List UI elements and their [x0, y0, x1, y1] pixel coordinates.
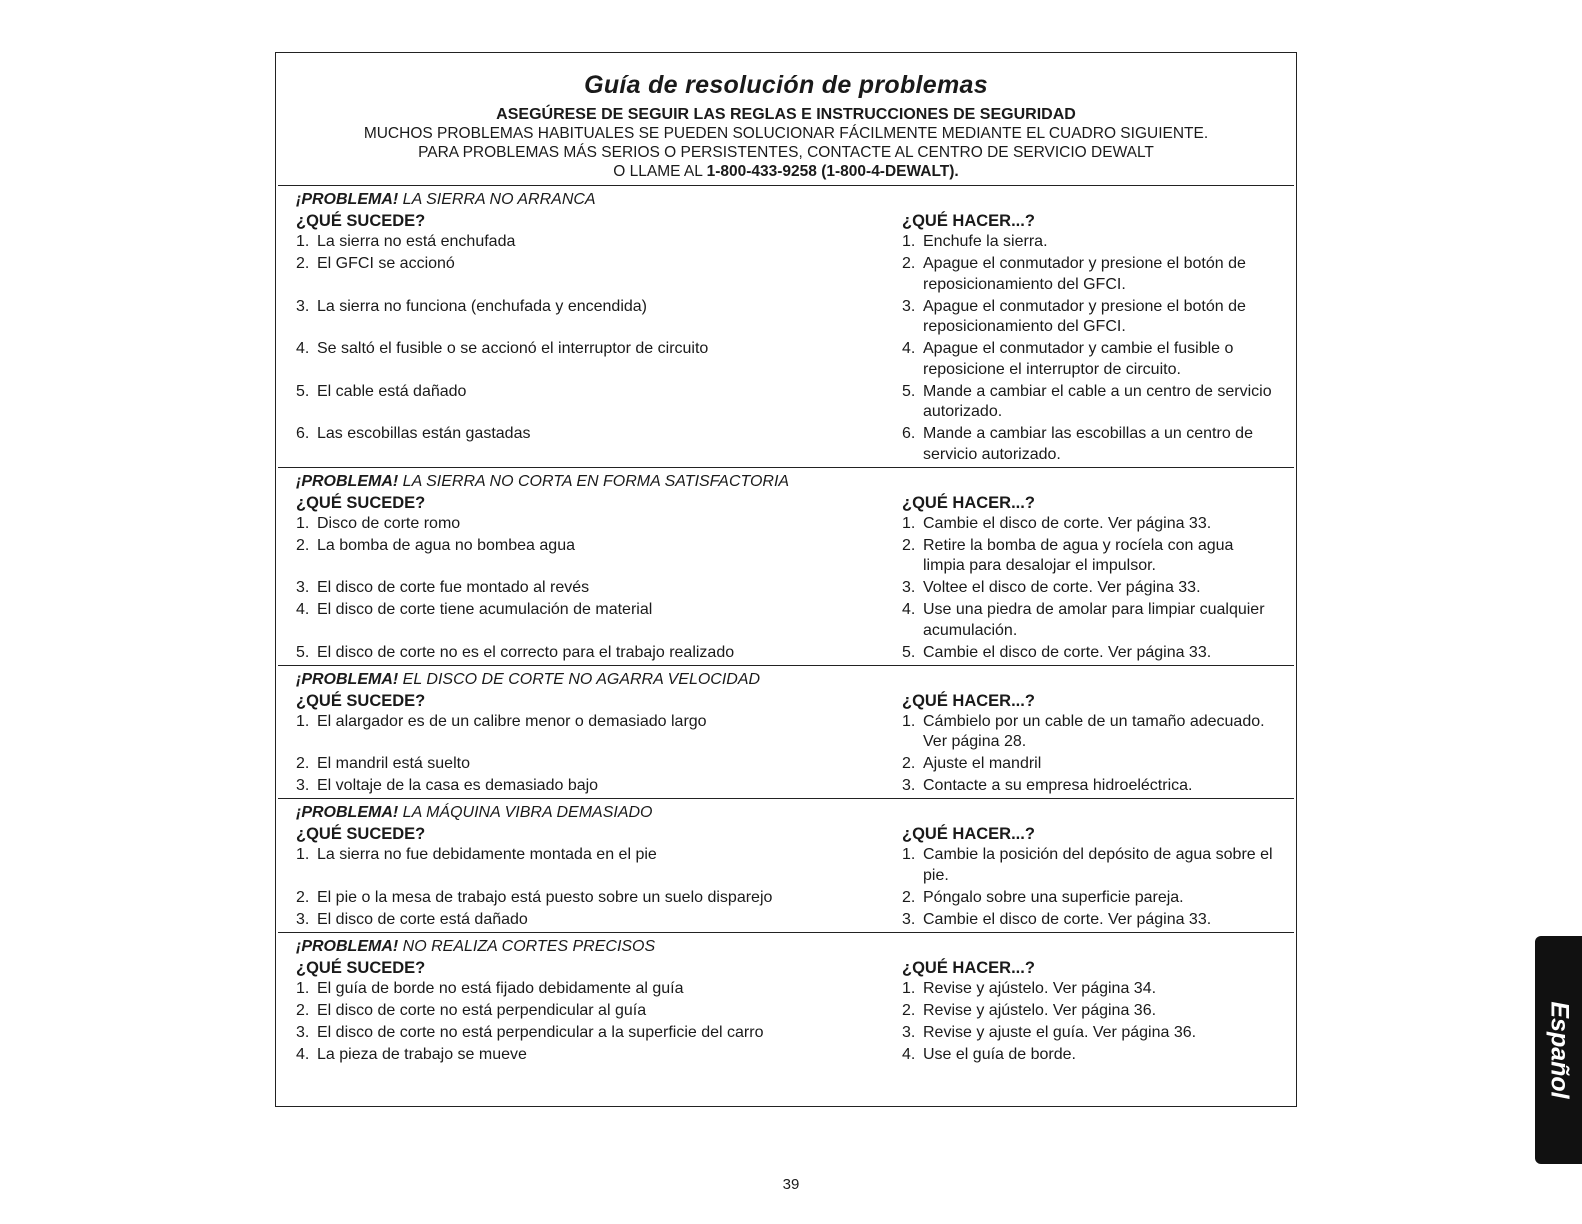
item-number: 5. — [296, 382, 310, 400]
page-title: Guía de resolución de problemas — [584, 71, 988, 99]
cause-item — [296, 297, 902, 338]
what-happens-heading: ¿QUÉ SUCEDE? — [296, 958, 426, 977]
item-number: 3. — [902, 910, 916, 928]
cause-item — [296, 845, 902, 886]
fix-text: Use el guía de borde. — [923, 1045, 1076, 1063]
problem-label: ¡PROBLEMA! — [296, 804, 399, 821]
fix-text: Enchufe la sierra. — [923, 233, 1048, 250]
cause-item — [296, 754, 902, 775]
table-row — [296, 1001, 1276, 1023]
item-number: 1. — [296, 514, 310, 532]
table-row — [296, 578, 1276, 600]
cause-item — [296, 643, 902, 664]
item-number: 3. — [296, 579, 310, 596]
problem-heading — [296, 666, 1276, 690]
problem-section — [278, 666, 1294, 800]
fix-text: Apague el conmutador y cambie el fusible o reposicione el interruptor de circuito. — [923, 340, 1234, 378]
what-happens-heading: ¿QUÉ SUCEDE? — [296, 212, 426, 230]
service-phone: 1-800-433-9258 (1-800-4-DEWALT). — [706, 163, 959, 180]
cause-item — [296, 339, 902, 380]
item-number: 3. — [902, 777, 916, 794]
cause-text: La pieza de trabajo se mueve — [317, 1045, 527, 1063]
item-number: 4. — [902, 340, 916, 357]
cause-text: Disco de corte romo — [317, 514, 461, 532]
cause-text: El disco de corte no es el correcto para el trabajo realizado — [317, 643, 735, 661]
fix-text: Apague el conmutador y presione el botón de reposicionamiento del GFCI. — [923, 297, 1246, 335]
item-number: 4. — [902, 601, 916, 618]
cause-text: Se saltó el fusible o se accionó el interruptor de circuito — [317, 340, 709, 357]
fix-item — [902, 297, 1276, 338]
table-row — [296, 232, 1276, 254]
problem-heading — [296, 933, 1276, 957]
problem-text: LA SIERRA NO ARRANCA — [402, 191, 596, 208]
cause-item — [296, 232, 902, 253]
cause-item — [296, 1001, 902, 1022]
cause-text: La bomba de agua no bombea agua — [317, 536, 575, 554]
item-number: 5. — [902, 382, 916, 400]
what-happens-heading: ¿QUÉ SUCEDE? — [296, 825, 426, 843]
table-row — [296, 600, 1276, 643]
problem-text: LA SIERRA NO CORTA EN FORMA SATISFACTORIA — [402, 472, 790, 490]
fix-text: Cambie el disco de corte. Ver página 33. — [923, 643, 1212, 661]
item-number: 2. — [902, 1001, 916, 1019]
fix-text: Mande a cambiar las escobillas a un centro de servicio autorizado. — [923, 425, 1253, 463]
table-row — [296, 339, 1276, 382]
cause-item — [296, 1045, 902, 1066]
item-number: 1. — [902, 233, 916, 250]
item-number: 3. — [902, 1023, 916, 1041]
table-row — [296, 888, 1276, 910]
cause-text: El voltaje de la casa es demasiado bajo — [317, 777, 599, 794]
table-row — [296, 536, 1276, 579]
item-number: 2. — [296, 255, 310, 272]
language-tab-label: Español — [1545, 1001, 1573, 1099]
item-number: 2. — [902, 888, 916, 906]
problem-heading — [296, 186, 1276, 210]
what-happens-heading: ¿QUÉ SUCEDE? — [296, 691, 426, 710]
intro-line-3-prefix: O LLAME AL — [613, 163, 707, 180]
item-number: 3. — [296, 297, 310, 315]
problem-label: ¡PROBLEMA! — [296, 472, 399, 490]
what-to-do-heading: ¿QUÉ HACER...? — [902, 212, 1035, 230]
cause-text: El disco de corte tiene acumulación de material — [317, 601, 653, 618]
problem-sections — [276, 186, 1296, 1067]
cause-text: El disco de corte no está perpendicular a la superficie del carro — [317, 1023, 764, 1041]
fix-text: Cambie el disco de corte. Ver página 33. — [923, 910, 1212, 928]
table-row — [296, 776, 1276, 798]
fix-item — [902, 382, 1276, 423]
cause-text: El alargador es de un calibre menor o demasiado largo — [317, 712, 707, 730]
table-row — [296, 514, 1276, 536]
item-number: 2. — [296, 1001, 310, 1019]
item-number: 2. — [902, 536, 916, 554]
cause-text: La sierra no está enchufada — [317, 233, 516, 250]
fix-text: Cambie la posición del depósito de agua sobre el pie. — [923, 846, 1273, 884]
item-number: 1. — [296, 846, 310, 863]
problem-section — [278, 186, 1294, 468]
fix-text: Revise y ajuste el guía. Ver página 36. — [923, 1023, 1197, 1041]
problem-text: LA MÁQUINA VIBRA DEMASIADO — [402, 804, 653, 821]
cause-text: El cable está dañado — [317, 382, 467, 400]
problem-text: EL DISCO DE CORTE NO AGARRA VELOCIDAD — [402, 670, 761, 688]
fix-item — [902, 979, 1276, 1000]
cause-item — [296, 382, 902, 423]
problem-label: ¡PROBLEMA! — [296, 937, 399, 955]
intro-line-2: PARA PROBLEMAS MÁS SERIOS O PERSISTENTES, CONTACTE AL CENTRO DE SERVICIO DEWALT — [418, 144, 1154, 161]
problem-text: NO REALIZA CORTES PRECISOS — [402, 937, 656, 955]
item-number: 6. — [902, 425, 916, 442]
intro-line-3 — [278, 162, 1294, 181]
fix-item — [902, 643, 1276, 664]
fix-item — [902, 754, 1276, 775]
item-number: 1. — [902, 846, 916, 863]
table-row — [296, 712, 1276, 755]
what-to-do-heading: ¿QUÉ HACER...? — [902, 493, 1035, 512]
table-row — [296, 754, 1276, 776]
cause-item — [296, 514, 902, 535]
fix-item — [902, 232, 1276, 253]
item-number: 4. — [296, 340, 310, 357]
cause-text: El guía de borde no está fijado debidamente al guía — [317, 979, 684, 997]
item-number: 1. — [296, 979, 310, 997]
fix-item — [902, 712, 1276, 753]
fix-item — [902, 1045, 1276, 1066]
fix-item — [902, 910, 1276, 931]
item-number: 6. — [296, 425, 310, 442]
fix-text: Póngalo sobre una superficie pareja. — [923, 888, 1184, 906]
problem-heading — [296, 799, 1276, 823]
guide-header — [278, 53, 1294, 186]
item-number: 2. — [296, 755, 310, 772]
what-to-do-heading: ¿QUÉ HACER...? — [902, 825, 1035, 843]
page-number: 39 — [782, 1176, 800, 1193]
cause-text: El disco de corte fue montado al revés — [317, 579, 590, 596]
fix-text: Cámbielo por un cable de un tamaño adecuado. Ver página 28. — [923, 712, 1265, 750]
cause-text: El GFCI se accionó — [317, 255, 455, 272]
cause-item — [296, 536, 902, 577]
cause-item — [296, 424, 902, 465]
cause-text: El mandril está suelto — [317, 755, 470, 772]
fix-text: Cambie el disco de corte. Ver página 33. — [923, 514, 1212, 532]
cause-text: El disco de corte no está perpendicular al guía — [317, 1001, 647, 1019]
fix-text: Voltee el disco de corte. Ver página 33. — [923, 579, 1201, 596]
problem-label: ¡PROBLEMA! — [296, 670, 399, 688]
item-number: 1. — [902, 979, 916, 997]
fix-text: Ajuste el mandril — [923, 755, 1042, 772]
item-number: 4. — [902, 1045, 916, 1063]
cause-text: Las escobillas están gastadas — [317, 425, 531, 442]
table-row — [296, 297, 1276, 340]
item-number: 2. — [902, 755, 916, 772]
problem-section — [278, 799, 1294, 933]
cause-item — [296, 1023, 902, 1044]
fix-item — [902, 536, 1276, 577]
fix-item — [902, 578, 1276, 599]
fix-text: Mande a cambiar el cable a un centro de servicio autorizado. — [923, 382, 1272, 420]
problem-label: ¡PROBLEMA! — [296, 191, 399, 208]
problem-section — [278, 468, 1294, 666]
fix-text: Revise y ajústelo. Ver página 34. — [923, 979, 1157, 997]
cause-item — [296, 776, 902, 797]
table-row — [296, 382, 1276, 425]
item-number: 2. — [296, 888, 310, 906]
table-row — [296, 1023, 1276, 1045]
cause-item — [296, 910, 902, 931]
cause-item — [296, 888, 902, 909]
item-number: 1. — [296, 233, 310, 250]
cause-text: El pie o la mesa de trabajo está puesto sobre un suelo disparejo — [317, 888, 773, 906]
language-tab — [1535, 936, 1582, 1164]
item-number: 1. — [902, 514, 916, 532]
table-row — [296, 910, 1276, 932]
item-number: 2. — [296, 536, 310, 554]
cause-item — [296, 600, 902, 641]
table-row — [296, 424, 1276, 467]
what-to-do-heading: ¿QUÉ HACER...? — [902, 958, 1035, 977]
cause-item — [296, 578, 902, 599]
cause-item — [296, 979, 902, 1000]
cause-text: El disco de corte está dañado — [317, 910, 528, 928]
fix-item — [902, 339, 1276, 380]
item-number: 4. — [296, 1045, 310, 1063]
what-happens-heading: ¿QUÉ SUCEDE? — [296, 493, 426, 512]
fix-text: Apague el conmutador y presione el botón de reposicionamiento del GFCI. — [923, 255, 1246, 293]
table-row — [296, 979, 1276, 1001]
table-row — [296, 845, 1276, 888]
fix-text: Retire la bomba de agua y rocíela con agua limpia para desalojar el impulsor. — [923, 536, 1234, 574]
item-number: 3. — [902, 297, 916, 315]
fix-item — [902, 254, 1276, 295]
fix-item — [902, 1001, 1276, 1022]
safety-subtitle: ASEGÚRESE DE SEGUIR LAS REGLAS E INSTRUCCIONES DE SEGURIDAD — [496, 106, 1076, 123]
fix-text: Revise y ajústelo. Ver página 36. — [923, 1001, 1157, 1019]
item-number: 5. — [902, 643, 916, 661]
fix-text: Contacte a su empresa hidroeléctrica. — [923, 777, 1193, 794]
item-number: 2. — [902, 255, 916, 272]
cause-text: La sierra no fue debidamente montada en el pie — [317, 846, 657, 863]
what-to-do-heading: ¿QUÉ HACER...? — [902, 691, 1035, 710]
cause-text: La sierra no funciona (enchufada y encendida) — [317, 297, 647, 315]
fix-item — [902, 424, 1276, 465]
item-number: 5. — [296, 643, 310, 661]
fix-text: Use una piedra de amolar para limpiar cualquier acumulación. — [923, 601, 1265, 639]
fix-item — [902, 888, 1276, 909]
problem-section — [278, 933, 1294, 1067]
item-number: 3. — [902, 579, 916, 596]
cause-item — [296, 712, 902, 753]
fix-item — [902, 776, 1276, 797]
item-number: 3. — [296, 1023, 310, 1041]
fix-item — [902, 845, 1276, 886]
item-number: 3. — [296, 910, 310, 928]
table-row — [296, 1045, 1276, 1067]
intro-line-1: MUCHOS PROBLEMAS HABITUALES SE PUEDEN SOLUCIONAR FÁCILMENTE MEDIANTE EL CUADRO SIGUIENTE. — [363, 125, 1209, 142]
item-number: 3. — [296, 777, 310, 794]
fix-item — [902, 514, 1276, 535]
fix-item — [902, 1023, 1276, 1044]
table-row — [296, 254, 1276, 297]
item-number: 1. — [902, 712, 916, 730]
fix-item — [902, 600, 1276, 641]
item-number: 4. — [296, 601, 310, 618]
table-row — [296, 643, 1276, 665]
item-number: 1. — [296, 712, 310, 730]
cause-item — [296, 254, 902, 295]
troubleshooting-frame — [275, 52, 1297, 1107]
problem-heading — [296, 468, 1276, 492]
